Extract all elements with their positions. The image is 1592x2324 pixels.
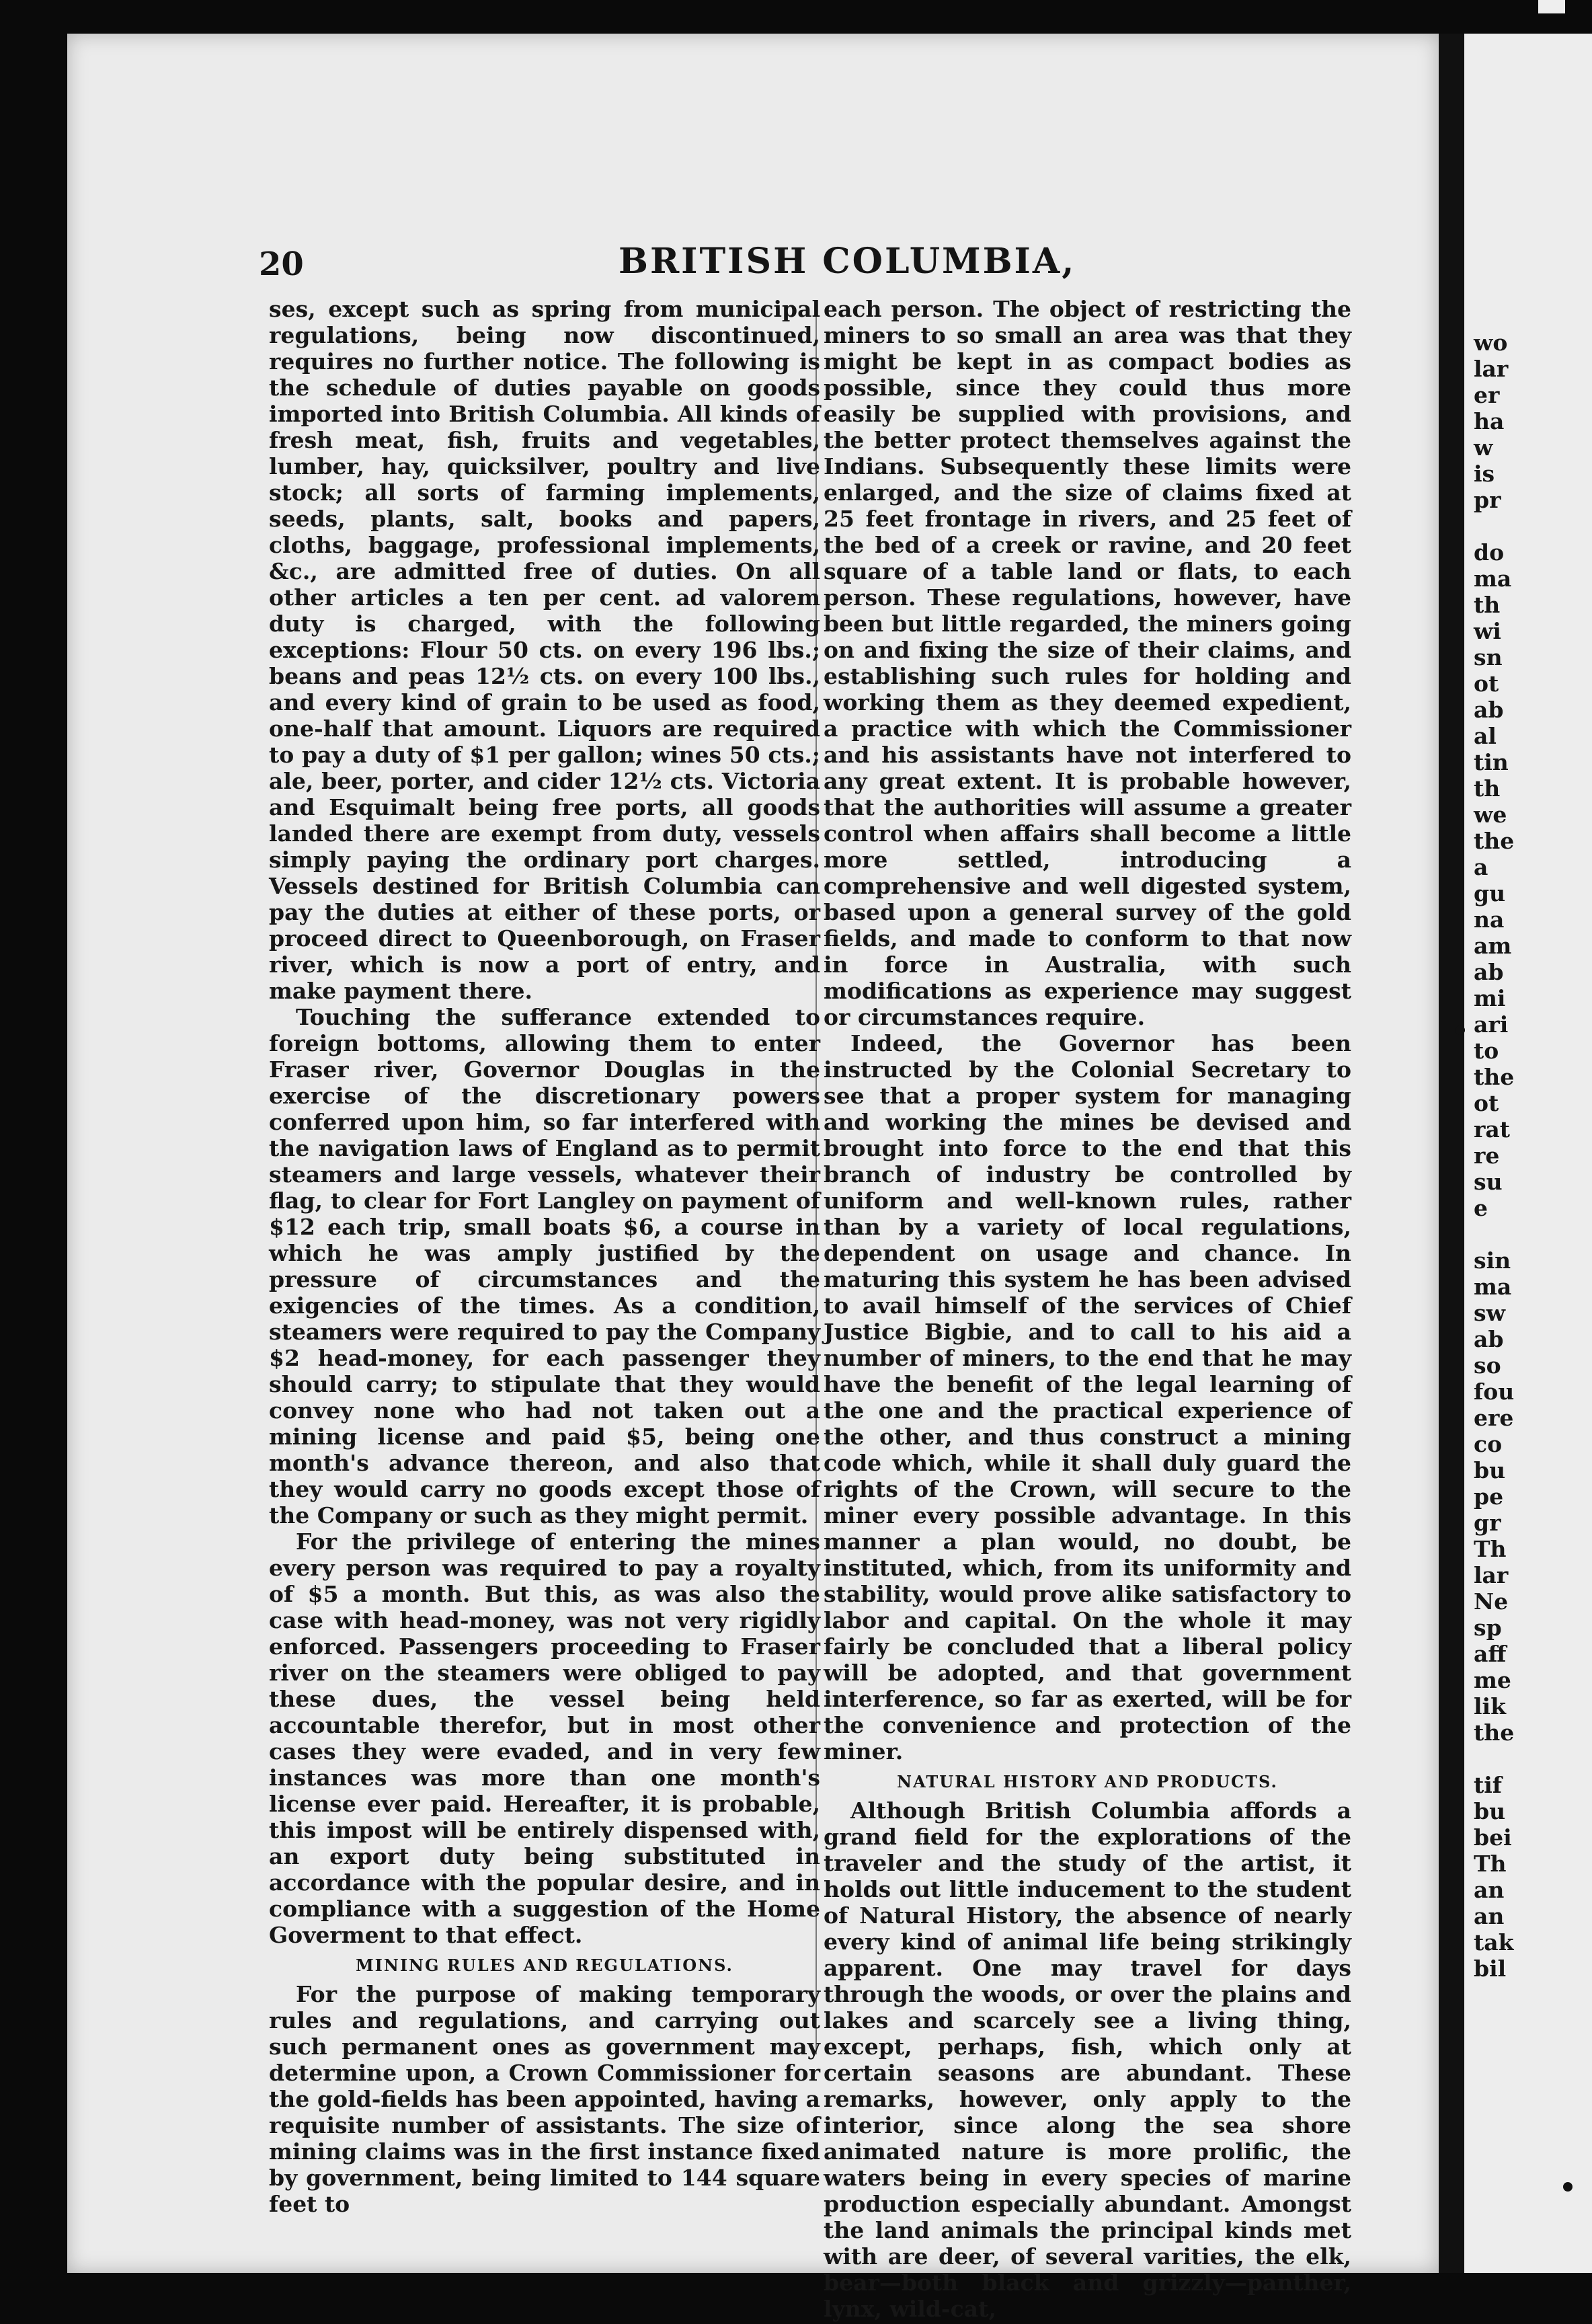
right-paragraph-2: Indeed, the Governor has been instructed by the Colonial Secretary to see that a proper system for managing and working the mines be devised and brought into force to the end that this branch of industry be controlled by uniform and well-known rules, rather than by a variety of local regulations, dependent on usage and chance. In maturing this system he has been advised to avail himself of the services of Chief Justice Bigbie, and to call to his aid a number of miners, to the end that he may have the benefit of the legal learning of the one and the practical experience of the other, and thus construct a mining code which, while it shall duly guard the rights of the Crown, will secure to the miner every possible advantage. In this manner a plan would, no doubt, be instituted, which, from its uniformity and stability, would prove alike satisfactory to labor and capital. On the whole it may fairly be concluded that a liberal policy will be adopted, and that government interference, so far as exerted, will be for the convenience and protection of the miner. xyxy=(824,1030,1351,1765)
scan-corner-mark xyxy=(1538,0,1565,13)
section-heading-natural-history: NATURAL HISTORY AND PRODUCTS. xyxy=(897,1772,1278,1791)
page-gutter xyxy=(1439,34,1466,2273)
section-heading-mining: MINING RULES AND REGULATIONS. xyxy=(356,1955,733,1975)
left-paragraph-1: ses, except such as spring from municipal regulations, being now discontinued, requires no further notice. The following is the schedule of duties payable on goods imported into British Columbia. All kinds of fresh meat, fish, fruits and vegetables, lumber, hay, quicksilver, poultry and live stock; all sorts of farming implements, seeds, plants, salt, books and papers, cloths, baggage, professional implements, &c., are admitted free of duties. On all other articles a ten per cent. ad valorem duty is charged, with the following exceptions: Flour 50 cts. on every 196 lbs.; beans and peas 12½ cts. on every 100 lbs., and every kind of grain to be used as food, one-half that amount. Liquors are required to pay a duty of $1 per gallon; wines 50 cts.; ale, beer, porter, and cider 12½ cts. Victoria and Esquimalt being free ports, all goods landed there are exempt from duty, vessels simply paying the ordinary port charges. Vessels destined for British Columbia can pay the duties at either of these ports, or proceed direct to Queenborough, on Fraser river, which is now a port of entry, and make payment there. xyxy=(269,296,820,1004)
right-paragraph-3: Although British Columbia affords a grand field for the explorations of the traveler and the study of the artist, it holds out little inducement to the student of Natural History, the absence of nearly every kind of animal life being strikingly apparent. One may travel for days through the woods, or over the plains and lakes and scarcely see a living thing, except, perhaps, fish, which only at certain seasons are abundant. These remarks, however, only apply to the interior, since along the sea shore animated nature is more prolific, the waters being in every species of marine production especially abundant. Amongst the land animals the principal kinds met with are deer, of several varities, the elk, bear—both black and grizzly—panther, lynx, wild-cat, xyxy=(824,1797,1351,2322)
right-column xyxy=(824,296,1351,2322)
left-paragraph-2: Touching the sufferance extended to foreign bottoms, allowing them to enter Fraser river, Governor Douglas in the exercise of the discretionary powers conferred upon him, so far interfered with the navigation laws of England as to permit steamers and large vessels, whatever their flag, to clear for Fort Langley on payment of $12 each trip, small boats $6, a course in which he was amply justified by the pressure of circumstances and the exigencies of the times. As a condition, steamers were required to pay the Company $2 head-money, for each passenger they should carry; to stipulate that they would convey none who had not taken out a mining license and paid $5, being one month's advance thereon, and also that they would carry no goods except those of the Company or such as they might permit. xyxy=(269,1004,820,1528)
page-number: 20 xyxy=(259,245,304,283)
ink-speck xyxy=(1563,2182,1573,2192)
running-title: BRITISH COLUMBIA, xyxy=(619,241,1076,282)
left-column xyxy=(269,296,820,2217)
ink-speck xyxy=(1456,1025,1465,1035)
next-page-text-fragments: wo lar er ha w is pr do ma th wi sn ot ab al tin th we the a gu na am ab mi ari to the ot rat re su e sin ma sw ab so fou ere co bu pe gr Th lar Ne sp aff me lik the tif bu bei Th an an tak bil xyxy=(1474,330,1515,1982)
left-paragraph-4: For the purpose of making temporary rules and regulations, and carrying out such permanent ones as government may determine upon, a Crown Commissioner for the gold-fields has been appointed, having a requisite number of assistants. The size of mining claims was in the first instance fixed by government, being limited to 144 square feet to xyxy=(269,1981,820,2217)
next-page-edge xyxy=(1464,34,1592,2273)
right-paragraph-1: each person. The object of restricting the miners to so small an area was that they might be kept in as compact bodies as possible, since they could thus more easily be supplied with provisions, and the better protect themselves against the Indians. Subsequently these limits were enlarged, and the size of claims fixed at 25 feet frontage in rivers, and 25 feet of the bed of a creek or ravine, and 20 feet square of a table land or flats, to each person. These regulations, however, have been but little regarded, the miners going on and fixing the size of their claims, and establishing such rules for holding and working them as they deemed expedient, a practice with which the Commissioner and his assistants have not interfered to any great extent. It is probable however, that the authorities will assume a greater control when affairs shall become a little more settled, introducing a comprehensive and well digested system, based upon a general survey of the gold fields, and made to conform to that now in force in Australia, with such modifications as experience may suggest or circumstances require. xyxy=(824,296,1351,1030)
left-paragraph-3: For the privilege of entering the mines every person was required to pay a royalty of $5 a month. But this, as was also the case with head-money, was not very rigidly enforced. Passengers proceeding to Fraser river on the steamers were obliged to pay these dues, the vessel being held accountable therefor, but in most other cases they were evaded, and in very few instances was more than one month's license ever paid. Hereafter, it is probable, this impost will be entirely dispensed with, an export duty being substituted in accordance with the popular desire, and in compliance with a suggestion of the Home Goverment to that effect. xyxy=(269,1528,820,1948)
